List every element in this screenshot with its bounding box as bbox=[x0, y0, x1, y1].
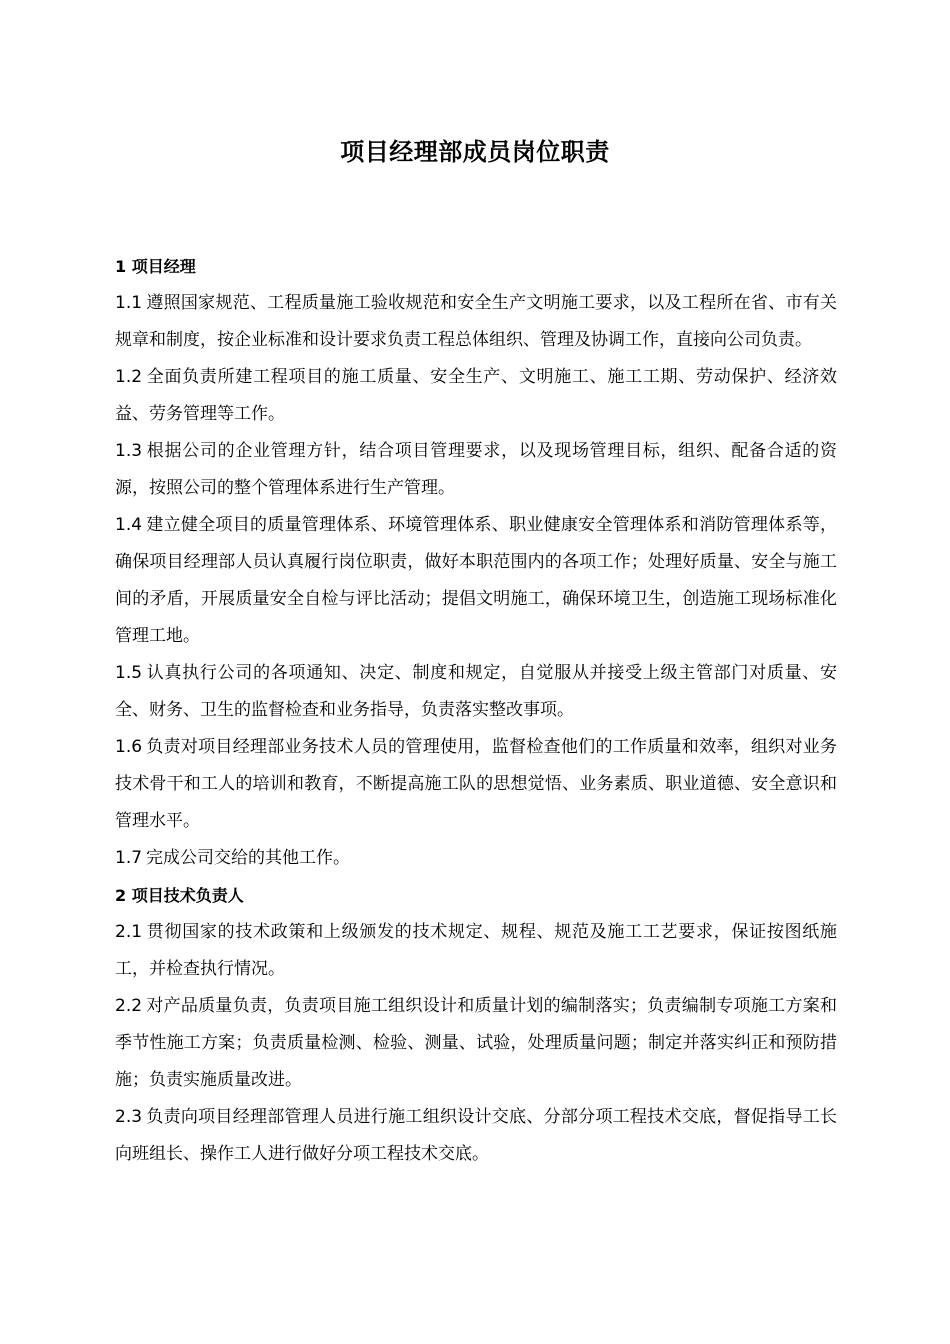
clause-text: 遵照国家规范、工程质量施工验收规范和安全生产文明施工要求，以及工程所在省、市有关规章和制度，按企业标准和设计要求负责工程总体组织、管理及协调工作，直接向公司负责。 bbox=[115, 293, 837, 350]
clause-text: 认真执行公司的各项通知、决定、制度和规定，自觉服从并接受上级主管部门对质量、安全、财务、卫生的监督检查和业务指导，负责落实整改事项。 bbox=[115, 663, 837, 720]
clause-paragraph bbox=[115, 988, 837, 1099]
clause-paragraph bbox=[115, 359, 837, 433]
section-heading: 2 项目技术负责人 bbox=[115, 886, 244, 905]
clause-paragraph bbox=[115, 285, 837, 359]
clause-number: 1.5 bbox=[115, 663, 143, 683]
clause-number: 1.4 bbox=[115, 515, 143, 535]
clause-text: 贯彻国家的技术政策和上级颁发的技术规定、规程、规范及施工工艺要求，保证按图纸施工，并检查执行情况。 bbox=[115, 922, 837, 979]
clause-number: 1.7 bbox=[115, 848, 143, 868]
clause-number: 2.2 bbox=[115, 996, 143, 1016]
clause-text: 负责对项目经理部业务技术人员的管理使用，监督检查他们的工作质量和效率，组织对业务技术骨干和工人的培训和教育，不断提高施工队的思想觉悟、业务素质、职业道德、安全意识和管理水平。 bbox=[115, 737, 837, 831]
clause-text: 根据公司的企业管理方针，结合项目管理要求，以及现场管理目标，组织、配备合适的资源，按照公司的整个管理体系进行生产管理。 bbox=[115, 441, 837, 498]
clause-paragraph bbox=[115, 433, 837, 507]
clause-paragraph bbox=[115, 914, 837, 988]
clause-number: 1.6 bbox=[115, 737, 143, 757]
clause-text: 负责向项目经理部管理人员进行施工组织设计交底、分部分项工程技术交底，督促指导工长向班组长、操作工人进行做好分项工程技术交底。 bbox=[115, 1107, 837, 1164]
clause-number: 1.2 bbox=[115, 367, 143, 387]
clause-paragraph bbox=[115, 1099, 837, 1173]
clause-text: 对产品质量负责，负责项目施工组织设计和质量计划的编制落实；负责编制专项施工方案和季节性施工方案；负责质量检测、检验、测量、试验，处理质量问题；制定并落实纠正和预防措施；负责实施质量改进。 bbox=[115, 996, 837, 1090]
clause-number: 1.3 bbox=[115, 441, 143, 461]
clause-number: 2.3 bbox=[115, 1107, 143, 1127]
clause-paragraph bbox=[115, 507, 837, 655]
clause-text: 建立健全项目的质量管理体系、环境管理体系、职业健康安全管理体系和消防管理体系等，确保项目经理部人员认真履行岗位职责，做好本职范围内的各项工作；处理好质量、安全与施工间的矛盾，开展质量安全自检与评比活动；提倡文明施工，确保环境卫生，创造施工现场标准化管理工地。 bbox=[115, 515, 837, 646]
clause-paragraph bbox=[115, 729, 837, 840]
clause-text: 全面负责所建工程项目的施工质量、安全生产、文明施工、施工工期、劳动保护、经济效益、劳务管理等工作。 bbox=[115, 367, 837, 424]
clause-paragraph bbox=[115, 840, 837, 877]
document-title: 项目经理部成员岗位职责 bbox=[340, 138, 610, 166]
section-heading: 1 项目经理 bbox=[115, 257, 196, 276]
clause-number: 1.1 bbox=[115, 293, 143, 313]
document-body bbox=[115, 248, 837, 1173]
clause-number: 2.1 bbox=[115, 922, 143, 942]
clause-text: 完成公司交给的其他工作。 bbox=[146, 848, 351, 868]
clause-paragraph bbox=[115, 655, 837, 729]
